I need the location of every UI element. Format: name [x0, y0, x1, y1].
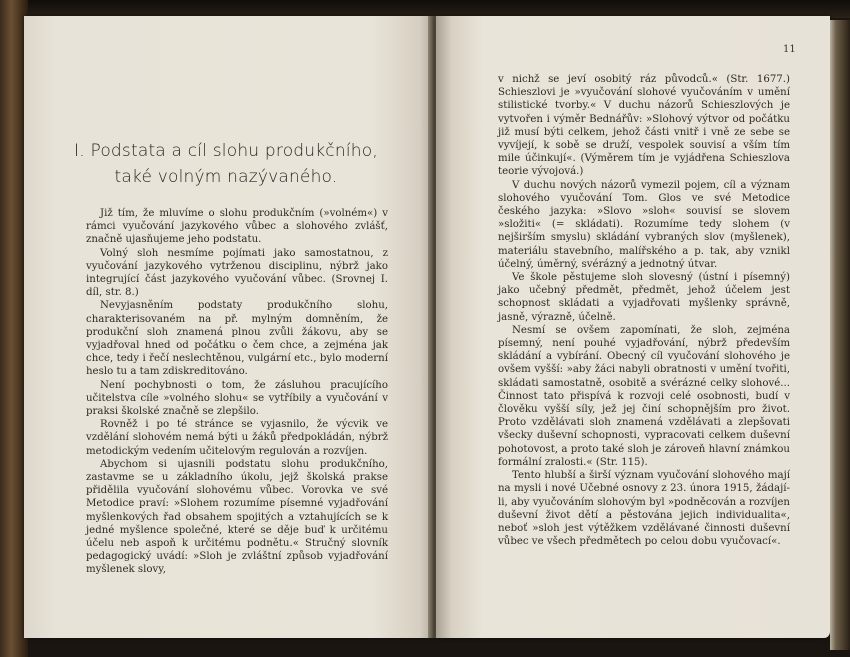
right-page-text [498, 73, 790, 548]
chapter-title: I. Podstata a cíl slohu produkčního, také volným nazývaného. [74, 141, 378, 187]
paragraph: Abychom si ujasnili podstatu slohu produkčního, zastavme se u základního úkolu, jejž školská prakse přidělila vyučování slohovému vůbec. Vorovka ve své Metodice praví: »Slohem rozumíme písemné vyjadřování myšlenkových řad obsahem spojitých a vztahujících se k jedné myšlence společné, které se děje buď k určitému účelu neb aspoň k určitému podnětu.« Stručný slovník pedagogický uvádí: »Sloh je zvláštní způsob vyjadřování myšlenek slovy, [86, 458, 388, 576]
paragraph: v nichž se jeví osobitý ráz původců.« (Str. 1677.) Schieszlovi je »vyučování slohové vyučováním v umění stilistické tvorby.« V duchu názorů Schieszlových je vytvořen i výměr Bednářův: »Slohový výtvor od počátku již musí býti celkem, jehož části vnitř i vně ze sebe se vyvíjejí, k sobě se druží, vespolek souvisí a vším tím mile účinkují«. (Výměrem tím je vyjádřena Schieszlova teorie vývojová.) [498, 74, 790, 178]
paragraph: Nesmí se ovšem zapomínati, že sloh, zejména písemný, není pouhé vyjadřování, nýbrž především skládání a vybírání. Obecný cíl vyučování slohového je ovšem vyšší: »aby žáci nabyli obratnosti v umění tvořiti, skládati samostatně, osobitě a svérázné celky slohové... Činnost tato přispívá k rozvoji celé osobnosti, budí v člověku vyšší síly, jež jej činí schopnějším pro život. Proto vzdělávati sloh znamená vzdělávati a zlepšovati všecky duševní schopnosti, vypracovati celkem duševní pohotovost, a proto také sloh je zároveň hlavní známkou formální zralosti.« (Str. 115). [498, 324, 790, 468]
paragraph: Již tím, že mluvíme o slohu produkčním (»volném«) v rámci vyučování jazykového vůbec a slohového zvlášť, značně ujasňujeme jeho podstatu. [86, 208, 388, 246]
paragraph: Není pochybnosti o tom, že zásluhou pracujícího učitelstva cíle »volného slohu« se vytříbily a vyučování v praksi školské značně se zlepšilo. [86, 379, 388, 418]
page-number: 11 [783, 44, 796, 55]
paragraph: Nevyjasněním podstaty produkčního slohu, charakterisovaném na př. mylným domněním, že produkční sloh znamená plnou zvůli žákovu, aby se vyjadřoval hned od počátku o čem chce, a zejména jak chce, tedy i řečí neslechtěnou, vulgární etc., bylo moderní heslo tu a tam zdiskreditováno. [86, 300, 388, 378]
paragraph: Ve škole pěstujeme sloh slovesný (ústní i písemný) jako učebný předmět, předmět, jehož účelem jest schopnost skládati a vyjadřovati myšlenky správně, jasně, výrazně, účelně. [498, 272, 790, 323]
paragraph: V duchu nových názorů vymezil pojem, cíl a význam slohového vyučování Tom. Glos ve své Metodice českého jazyka: »Slovo »sloh« souvisí se slovem »složiti« (= skládati). Rozumíme tedy slohem (v nejširším smyslu) skládání vybraných slov (myšlenek), materiálu stavebního, malířského a p. tak, aby vznikl účelný, úměrný, svérázný a jednotný útvar. [498, 179, 790, 270]
paragraph: Volný sloh nesmíme pojímati jako samostatnou, z vyučování jazykového vytrženou disciplinu, nýbrž jako integrující část jazykového vyučování vůbec. (Srovnej I. díl, str. 8.) [86, 247, 388, 299]
left-page-text [86, 207, 388, 577]
paragraph: Tento hlubší a širší význam vyučování slohového mají na mysli i nové Učebné osnovy z 23. února 1915, žádají-li, aby vyučováním slohovým byl »podněcován a rozvíjen duševní život dětí a pěstována jejich individualita«, neboť »sloh jest výtěžkem vzdělávané činnosti duševní vůbec ve všech předmětech po celou dobu vyučovací«. [498, 470, 790, 548]
book-cover-right [830, 20, 850, 650]
paragraph: Rovněž i po té stránce se vyjasnilo, že výcvik ve vzdělání slohovém nemá býti u žáků předpokládán, nýbrž metodickým vedením učitelovým regulován a rozvíjen. [86, 419, 388, 457]
